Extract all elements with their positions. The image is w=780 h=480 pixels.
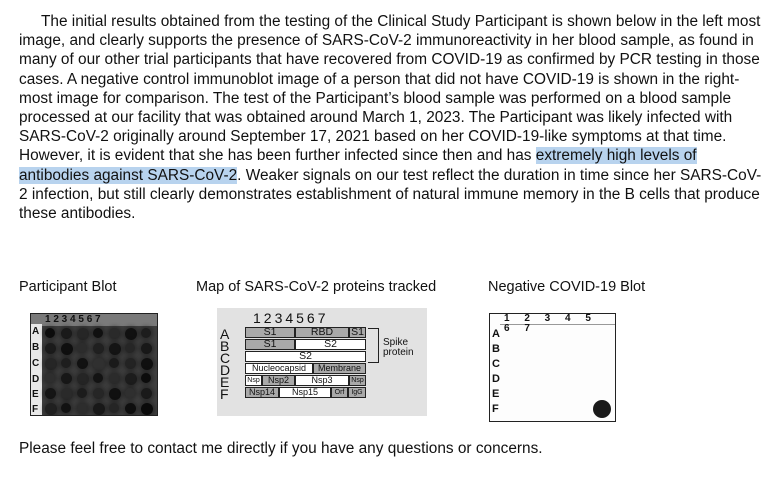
negative-blot-row-label: B xyxy=(492,343,500,355)
blot-row-label: A xyxy=(32,326,40,337)
blot-spot xyxy=(77,388,87,398)
blot-spot xyxy=(45,403,57,415)
map-column-labels: 1234567 xyxy=(253,310,329,326)
map-row-label: D xyxy=(220,362,231,378)
blot-row-label: E xyxy=(32,389,39,400)
blot-row-label: C xyxy=(32,358,40,369)
protein-grid xyxy=(245,327,367,399)
map-cell-s1: S1 xyxy=(245,327,295,338)
blot-spot xyxy=(45,343,56,354)
map-cell-membrane: Membrane xyxy=(313,363,366,374)
blot-spot xyxy=(141,373,151,383)
blot-spot xyxy=(109,403,119,413)
paragraph-text-1: The initial results obtained from the testing of the Clinical Study Participant is shown below in the left most image, and clearly supports the presence of SARS-CoV-2 immunoreactivity in her blood sample, as found in many of our other trial participants that have recovered from COVID-19 as confirmed by PCR testing in those cases. A negative control immunoblot image of a person that did not have COVID-19 is shown in the right-most image for comparison. The test of the Participant’s blood sample was performed on a blood sample processed at our facility that was obtained around March 1, 2023. The Participant was likely infected with SARS-CoV-2 originally around September 17, 2021 based on her COVID-19-like symptoms at that time. However, it is evident that she has been further infected since then and has xyxy=(19,13,761,165)
negative-blot-row-label: C xyxy=(492,358,500,370)
map-cell-nsp14: Nsp14 xyxy=(245,387,279,398)
map-cell-nsp3: Nsp3 xyxy=(295,375,349,386)
highlighted-text: extremely high levels of antibodies against SARS-CoV-2 xyxy=(19,147,697,184)
spike-label-line: Spike xyxy=(383,337,409,348)
negative-blot-row-label: A xyxy=(492,328,500,340)
participant-blot-caption: Participant Blot xyxy=(19,279,117,295)
blot-spot xyxy=(77,328,89,340)
map-row-label: E xyxy=(220,374,230,390)
blot-spot xyxy=(61,358,71,368)
blot-spot xyxy=(77,358,88,369)
blot-spot xyxy=(93,388,104,399)
map-cell-nsp15: Nsp15 xyxy=(279,387,331,398)
spike-protein-label xyxy=(383,338,414,358)
blot-spot xyxy=(61,328,72,339)
blot-spot xyxy=(45,328,55,338)
map-cell-rbd: RBD xyxy=(295,327,349,338)
blot-spot xyxy=(125,403,136,414)
blot-row-label-strip xyxy=(31,324,42,416)
blot-spot xyxy=(93,343,104,354)
blot-spot xyxy=(61,388,73,400)
blot-spot xyxy=(77,373,89,385)
blot-spot xyxy=(109,328,120,339)
blot-spot xyxy=(141,388,152,399)
map-row-label: F xyxy=(220,386,229,402)
map-row-labels xyxy=(220,328,234,400)
negative-blot-row-labels xyxy=(492,327,500,417)
blot-spot xyxy=(61,373,72,384)
blot-spot xyxy=(93,373,103,383)
blot-spot xyxy=(93,403,105,415)
igg-control-spot xyxy=(593,400,611,418)
blot-spot xyxy=(109,388,121,400)
body-paragraph xyxy=(19,12,767,223)
map-cell-s1: S1 xyxy=(349,327,366,338)
map-cell-s1: S1 xyxy=(245,339,295,350)
blot-spot xyxy=(125,373,137,385)
blot-spot xyxy=(109,358,119,368)
blot-spot xyxy=(109,343,121,355)
blot-spot xyxy=(45,388,56,399)
map-cell-nsp: Nsp xyxy=(245,375,262,386)
map-row-label: B xyxy=(220,338,230,354)
map-row-label: C xyxy=(220,350,231,366)
blot-column-labels: 1 2 3 4 5 6 7 xyxy=(45,314,101,325)
blot-spot xyxy=(77,343,87,353)
map-cell-nsp2: Nsp2 xyxy=(262,375,295,386)
negative-blot-column-labels: 1 2 3 4 5 6 7 xyxy=(504,313,597,334)
blot-column-header xyxy=(31,314,157,326)
negative-blot-row-label: E xyxy=(492,388,500,400)
closing-text: Please feel free to contact me directly if you have any questions or concerns. xyxy=(19,440,543,457)
map-cell-s2: S2 xyxy=(245,351,366,362)
blot-row-label: F xyxy=(32,404,39,415)
blot-spot xyxy=(141,343,152,354)
map-cell-igg: IgG xyxy=(348,387,366,398)
participant-blot-image xyxy=(30,313,158,416)
spike-brace xyxy=(368,328,379,363)
blot-spot xyxy=(45,358,57,370)
blot-spot xyxy=(93,328,103,338)
blot-spot xyxy=(141,403,153,415)
map-cell-orf3: Orf xyxy=(331,387,348,398)
negative-blot-image xyxy=(489,313,616,422)
map-cell-s2: S2 xyxy=(295,339,366,350)
blot-spot xyxy=(61,343,73,355)
map-cell-nsp89: Nsp xyxy=(349,375,366,386)
blot-row-label: D xyxy=(32,374,40,385)
map-row-label: A xyxy=(220,326,230,342)
paragraph-text-2: . Weaker signals on our test reflect the duration in time since her SARS-CoV-2 infection, but still clearly demonstrates establishment of natural immune memory in the B cells that produce these antibodies. xyxy=(19,166,762,223)
blot-spot xyxy=(93,358,105,370)
map-cell-nucleocapsid: Nucleocapsid xyxy=(245,363,313,374)
blot-spot xyxy=(109,373,120,384)
protein-map-caption: Map of SARS-CoV-2 proteins tracked xyxy=(196,279,437,295)
blot-spot xyxy=(77,403,88,414)
negative-blot-row-label: F xyxy=(492,403,499,415)
blot-spot xyxy=(45,373,55,383)
blot-spot xyxy=(125,388,135,398)
blot-spot xyxy=(125,343,135,353)
negative-blot-caption: Negative COVID-19 Blot xyxy=(488,279,646,295)
blot-spot xyxy=(141,358,153,370)
negative-blot-row-label: D xyxy=(492,373,500,385)
blot-spot xyxy=(125,358,136,369)
blot-spot xyxy=(61,403,71,413)
blot-spot xyxy=(125,328,137,340)
blot-spot xyxy=(141,328,151,338)
spike-label-line: protein xyxy=(383,347,414,358)
blot-row-label: B xyxy=(32,342,40,353)
protein-map-image xyxy=(217,308,427,416)
